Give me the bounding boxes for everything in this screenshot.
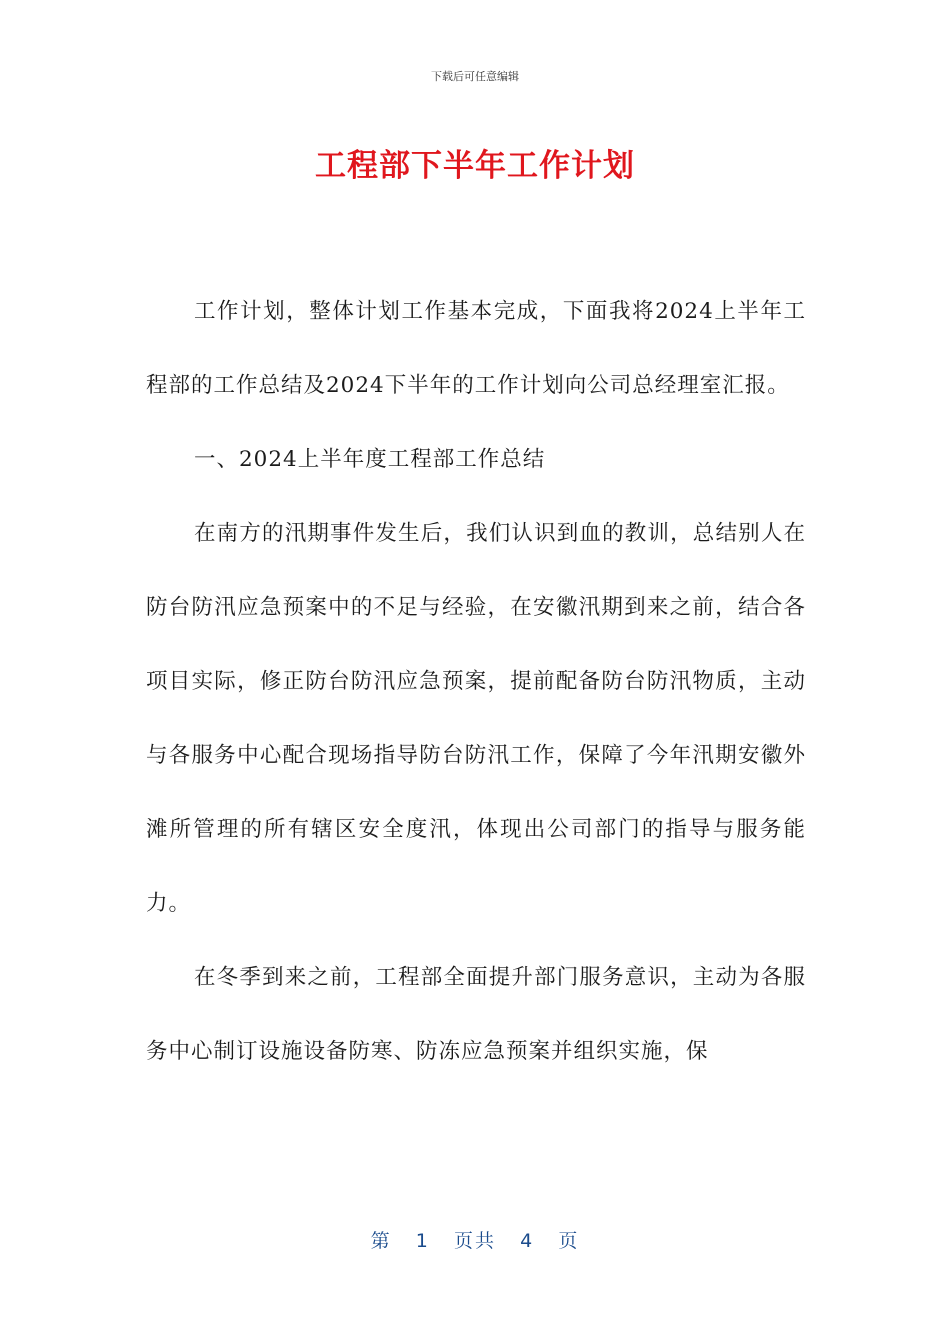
document-body (146, 275, 806, 1089)
paragraph-intro: 工作计划，整体计划工作基本完成，下面我将2024上半年工程部的工作总结及2024下半年的工作计划向公司总经理室汇报。 (146, 299, 806, 398)
paragraph-flood: 在南方的汛期事件发生后，我们认识到血的教训，总结别人在防台防汛应急预案中的不足与经验，在安徽汛期到来之前，结合各项目实际，修正防台防汛应急预案，提前配备防台防汛物质，主动与各服务中心配合现场指导防台防汛工作，保障了今年汛期安徽外滩所管理的所有辖区安全度汛，体现出公司部门的指导与服务能力。 (146, 521, 806, 916)
page-footer (0, 1226, 950, 1253)
paragraph-winter: 在冬季到来之前，工程部全面提升部门服务意识，主动为各服务中心制订设施设备防寒、防冻应急预案并组织实施，保 (146, 965, 806, 1064)
header-note: 下载后可任意编辑 (431, 70, 519, 83)
footer-middle: 页共 (453, 1230, 496, 1252)
page-title: 工程部下半年工作计划 (315, 148, 635, 184)
footer-suffix: 页 (558, 1230, 580, 1252)
footer-current-page: 1 (415, 1230, 430, 1252)
footer-total-pages: 4 (520, 1230, 535, 1252)
footer-prefix: 第 (370, 1230, 392, 1252)
section-heading: 一、2024上半年度工程部工作总结 (194, 447, 546, 472)
